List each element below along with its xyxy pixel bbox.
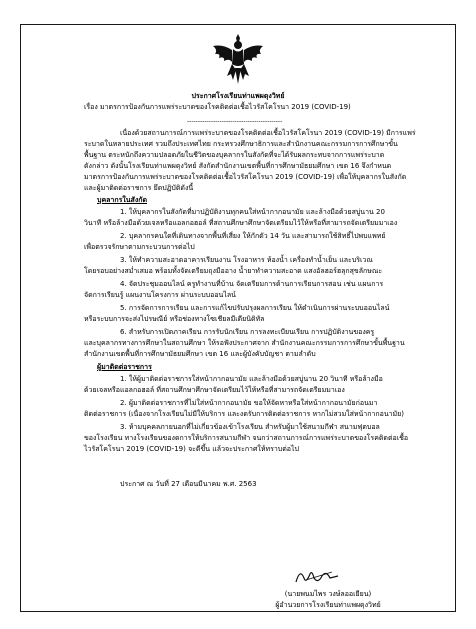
staff-measure-line: 3. ให้ทำความสะอาดอาคารเรียนงาน โรงอาหาร ห้องน้ำ เครื่องทำน้ำเย็น และบริเวณ [120, 256, 373, 264]
intro-line: ดังกล่าว ดังนั้นโรงเรียนท่าแพผดุงวิทย์ สังกัดสำนักงานเขตพื้นที่การศึกษามัธยมศึกษา เขต 16 จึงกำหนด [84, 162, 392, 170]
staff-measure-line: 6. สำหรับการเปิดภาคเรียน การรับนักเรียน การลงทะเบียนเรียน การปฏิบัติงานของครู [120, 328, 375, 336]
title-separator: -------------------------------------------- [187, 118, 283, 125]
announcement-date: ประกาศ ณ วันที่ 27 เดือนมีนาคม พ.ศ. 2563 [120, 480, 257, 488]
staff-measure-line: 2. บุคลากรคนใดที่เดินทางจากพื้นที่เสี่ยง ให้กักตัว 14 วัน และสามารถใช้สิทธิ์ไปพบแพทย์ [120, 232, 386, 240]
staff-measure-line: โดยรอบอย่างสม่ำเสมอ พร้อมทั้งจัดเตรียมถุงมืออาง น้ำยาทำความสะอาด แสงอัลฮอร์ฮลุกสุขลักษณะ [84, 267, 383, 275]
garuda-emblem-icon [209, 30, 267, 88]
document-title: ประกาศโรงเรียนท่าแพผดุงวิทย์ [191, 92, 285, 100]
staff-measure-line: และบุคลากรทางการศึกษาในสถานศึกษา ให้รอฟังประกาศจาก สำนักงานคณะกรรมการการศึกษาขั้นพื้นฐาน [84, 339, 405, 347]
intro-line: มาตรการป้องกันการแพร่ระบาดของโรคติดต่อเชื้อไวรัสโคโรนา 2019 (COVID-19) เพื่อให้บุคลากรในสังกัด [84, 173, 407, 181]
staff-measure-line: 5. การจัดการการเรียน และการแก้ไขปรับปรุงผลการเรียน ให้ดำเนินการผ่านระบบออนไลน์ [120, 304, 390, 312]
staff-measure-line: เพื่อตรวจรักษาตามกระบวนการต่อไป [84, 243, 195, 251]
visitor-measure-line: ของโรงเรียน ทางโรงเรียนของดการให้บริการสนามกีฬา จนกว่าสถานการณ์การแพร่ระบาดของโรคติดต่อเชื้อ [84, 434, 409, 442]
staff-measure-line: 4. จัดประชุมออนไลน์ ครูทำงานที่บ้าน จัดเตรียมการด้านการเรียนการสอน เช่น แผนการ [120, 280, 384, 288]
signer-name: (นายพนมไพร วงษ์ลออเยียน) [284, 590, 372, 598]
staff-measure-line: 1. ให้บุคลากรในสังกัดที่มาปฏิบัติงานทุกคนใส่หน้ากากอนามัย และล้างมือด้วยสบู่นาน 20 [120, 208, 385, 216]
intro-line: พื้นฐาน ตระหนักถึงความปลอดภัยในชีวิตของบุคลากรในสังกัดที่จะได้รับผลกระทบจากการแพร่ระบาด [84, 151, 385, 159]
section-heading-staff: บุคลากรในสังกัด [97, 196, 148, 204]
staff-measure-line: จัดการเรียนรู้ แผนงานโครงการ ผ่านระบบออนไลน์ [84, 291, 236, 299]
staff-measure-line: สำนักงานเขตพื้นที่การศึกษามัธยมศึกษา เขต 16 และผู้บังคับบัญชา ตามลำดับ [84, 350, 316, 358]
intro-line: ระบาดในหลายประเทศ รวมถึงประเทศไทย กระทรวงศึกษาธิการและสำนักงานคณะกรรมการการศึกษาขั้น [84, 140, 398, 148]
visitor-measure-line: ไวรัสโคโรนา 2019 (COVID-19) จะดีขึ้น แล้วจะประกาศให้ทราบต่อไป [84, 445, 299, 453]
visitor-measure-line: ด้วยเจลหรือแอลกอฮอล์ ที่สถานศึกษาศึกษาจัดเตรียมไว้ให้หรือที่สามารถจัดเตรียมมาเอง [84, 386, 345, 394]
intro-line: และผู้มาติดต่อราชการ ยึดปฏิบัติดังนี้ [84, 184, 194, 192]
signer-position: ผู้อำนวยการโรงเรียนท่าแพผดุงวิทย์ [275, 601, 381, 609]
visitor-measure-line: ติดต่อราชการ (เนื่องจากโรงเรียนไม่มีให้บริการ และงดรับการติดต่อราชการ หากไม่สวมใส่หน้ากากอนามัย) [84, 410, 404, 418]
visitor-measure-line: 2. ผู้มาติดต่อราชการที่ไม่ใส่หน้ากากอนามัย ขอให้จัดหาหรือใส่หน้ากากอนามัยก่อนมา [120, 399, 378, 407]
staff-measure-line: วินาที หรือล้างมือด้วยเจลหรือแอลกอฮอล์ ที่สถานศึกษาศึกษาจัดเตรียมไว้ให้หรือที่สามารถจัดเตรียมมาเอง [84, 219, 398, 227]
handwritten-signature [292, 566, 344, 588]
visitor-measure-line: 1. ให้ผู้มาติดต่อราชการใส่หน้ากากอนามัย และล้างมือด้วยสบู่นาน 20 วินาที หรือล้างมือ [120, 375, 383, 383]
staff-measure-line: หรือระบบการจะส่งไปรษณีย์ หรือช่องทางโซเชียลมีเดียนิดิทัล [84, 315, 265, 323]
visitor-measure-line: 3. ห้ามบุคคลภายนอกที่ไม่เกี่ยวข้องเข้าโรงเรียน สำหรับผู้มาใช้สนามกีฬา สนามฟุตบอล [120, 423, 380, 431]
intro-line: เนื่องด้วยสถานการณ์การแพร่ระบาดของโรคติดต่อเชื้อไวรัสโคโรนา 2019 (COVID-19) มีการแพร่ [120, 129, 416, 137]
section-heading-visitors: ผู้มาติดต่อราชการ [97, 363, 152, 371]
document-subject: เรื่อง มาตรการป้องกันการแพร่ระบาดของโรคติดต่อเชื้อไวรัสโคโรนา 2019 (COVID-19) [84, 103, 351, 111]
